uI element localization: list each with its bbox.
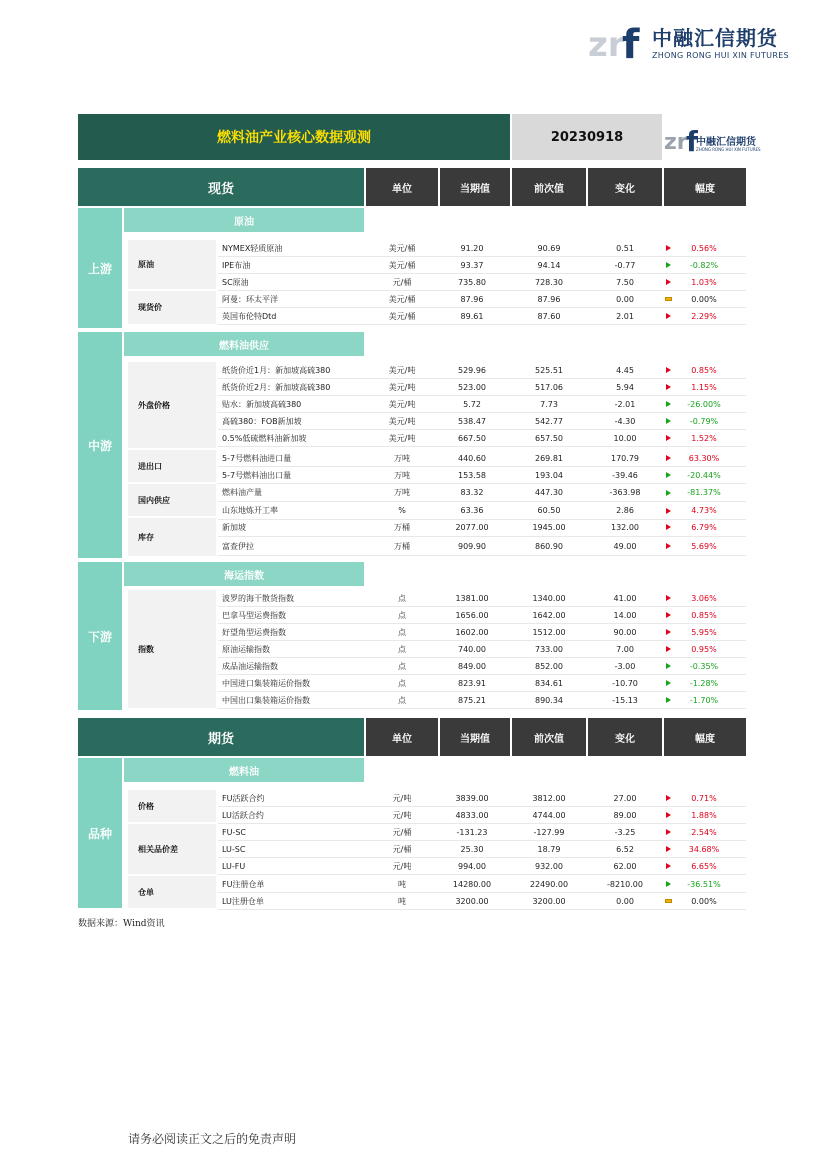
row-name: 纸货价近1月：新加坡高硫380 — [222, 365, 331, 375]
table-row — [218, 807, 746, 824]
row-current-value: 25.30 — [460, 844, 484, 854]
increase-triangle-icon — [662, 841, 674, 857]
row-name: NYMEX轻质原油 — [222, 243, 283, 253]
row-pct-value: 5.95% — [691, 627, 717, 637]
row-pct-value: -1.28% — [689, 678, 719, 688]
svg-text:f: f — [622, 22, 640, 62]
zrf-logo-mark-icon — [588, 22, 646, 62]
futures-section-header: 期货 — [78, 718, 364, 756]
report-title: 燃料油产业核心数据观测 — [78, 114, 510, 160]
row-unit: 万吨 — [394, 488, 410, 497]
row-pct-value: 6.79% — [691, 522, 717, 532]
group-domestic-supply: 国内供应 — [128, 484, 216, 516]
col-unit-header: 单位 — [366, 168, 438, 206]
data-source-note: 数据来源：Wind资讯 — [78, 919, 165, 929]
row-current-value: 1602.00 — [455, 627, 489, 637]
increase-triangle-icon — [662, 518, 674, 536]
group-index: 指数 — [128, 590, 216, 708]
row-unit: 元/桶 — [392, 844, 412, 854]
table-row — [218, 893, 746, 910]
row-pct-value: 0.00% — [691, 896, 717, 906]
increase-triangle-icon — [662, 824, 674, 840]
increase-triangle-icon — [662, 537, 674, 555]
row-unit: 美元/吨 — [388, 433, 416, 443]
row-name: 贴水：新加坡高硫380 — [222, 399, 302, 409]
row-pct-value: 0.56% — [691, 243, 717, 253]
row-previous-value: 542.77 — [535, 416, 563, 426]
row-pct-value: 5.69% — [691, 541, 717, 551]
row-unit: 元/桶 — [392, 277, 412, 287]
midstream-category: 燃料油供应 — [124, 332, 364, 356]
row-pct-value: 1.03% — [691, 277, 717, 287]
table-row — [218, 537, 746, 556]
increase-triangle-icon — [662, 607, 674, 623]
row-name: SC原油 — [222, 277, 249, 287]
decrease-triangle-icon — [662, 876, 674, 892]
row-pct-value: 0.95% — [691, 644, 717, 654]
row-name: 新加坡 — [222, 522, 246, 532]
variety-label: 品种 — [78, 758, 122, 908]
group-warehouse-receipt: 仓单 — [128, 876, 216, 908]
group-related-spread: 相关品价差 — [128, 824, 216, 874]
col-current-header: 当期值 — [440, 168, 510, 206]
row-change-value: -10.70 — [612, 678, 638, 688]
row-previous-value: 525.51 — [535, 365, 563, 375]
row-name: FU-SC — [222, 827, 247, 837]
row-unit: 点 — [398, 627, 406, 637]
row-pct-value: -0.35% — [689, 661, 719, 671]
row-change-value: -15.13 — [612, 695, 638, 705]
row-pct-value: 2.54% — [691, 827, 717, 837]
table-row — [218, 658, 746, 675]
row-name: 阿曼：环太平洋 — [222, 294, 278, 304]
row-change-value: 7.50 — [616, 277, 634, 287]
row-name: 5-7号燃料油出口量 — [222, 470, 292, 480]
row-previous-value: 447.30 — [535, 488, 563, 497]
increase-triangle-icon — [662, 308, 674, 324]
table-row — [218, 790, 746, 807]
group-inventory: 库存 — [128, 518, 216, 556]
decrease-triangle-icon — [662, 467, 674, 483]
row-unit: % — [398, 506, 406, 515]
table-row — [218, 484, 746, 502]
row-pct-value: 0.71% — [691, 793, 717, 803]
futures-col-unit-header: 单位 — [366, 718, 438, 756]
decrease-triangle-icon — [662, 675, 674, 691]
svg-text:f: f — [686, 125, 698, 154]
table-row — [218, 396, 746, 413]
row-previous-value: 18.79 — [537, 844, 561, 854]
row-name: FU注册仓单 — [222, 879, 265, 889]
table-row — [218, 240, 746, 257]
row-unit: 点 — [398, 610, 406, 620]
row-name: 5-7号燃料油进口量 — [222, 453, 292, 463]
row-previous-value: 60.50 — [537, 506, 561, 515]
row-previous-value: 7.73 — [540, 399, 558, 409]
row-name: 中国出口集装箱运价指数 — [222, 695, 310, 705]
col-previous-header: 前次值 — [512, 168, 586, 206]
row-current-value: 83.32 — [460, 488, 484, 497]
row-pct-value: 0.85% — [691, 610, 717, 620]
row-previous-value: 834.61 — [535, 678, 563, 688]
table-row — [218, 308, 746, 325]
row-change-value: 62.00 — [613, 861, 637, 871]
row-pct-value: 0.85% — [691, 365, 717, 375]
row-previous-value: 1945.00 — [532, 522, 566, 532]
row-change-value: 132.00 — [611, 522, 639, 532]
increase-triangle-icon — [662, 379, 674, 395]
row-name: 英国布伦特Dtd — [222, 311, 277, 321]
row-current-value: 153.58 — [458, 470, 486, 480]
svg-text:zr: zr — [588, 25, 625, 62]
row-unit: 美元/桶 — [388, 294, 416, 304]
table-row — [218, 824, 746, 841]
row-name: LU-SC — [222, 844, 246, 854]
row-previous-value: 932.00 — [535, 861, 563, 871]
row-change-value: 2.01 — [616, 311, 634, 321]
row-name: 好望角型运费指数 — [222, 627, 286, 637]
row-name: 巴拿马型运费指数 — [222, 610, 286, 620]
row-name: 山东地炼开工率 — [222, 506, 278, 515]
increase-triangle-icon — [662, 807, 674, 823]
row-pct-value: 1.52% — [691, 433, 717, 443]
row-current-value: 3200.00 — [455, 896, 489, 906]
row-previous-value: 1340.00 — [532, 593, 566, 603]
row-previous-value: 94.14 — [537, 260, 561, 270]
row-current-value: 5.72 — [463, 399, 481, 409]
increase-triangle-icon — [662, 450, 674, 466]
company-logo — [588, 20, 788, 64]
row-change-value: 170.79 — [611, 453, 639, 463]
row-previous-value: 657.50 — [535, 433, 563, 443]
table-row — [218, 467, 746, 484]
row-name: LU活跃合约 — [222, 810, 264, 820]
zrf-mini-logo-icon — [664, 124, 698, 154]
row-unit: 点 — [398, 661, 406, 671]
row-current-value: 4833.00 — [455, 810, 489, 820]
table-row — [218, 291, 746, 308]
row-pct-value: 1.88% — [691, 810, 717, 820]
row-pct-value: -36.51% — [687, 879, 721, 889]
row-unit: 美元/桶 — [388, 311, 416, 321]
row-change-value: -8210.00 — [607, 879, 643, 889]
row-unit: 点 — [398, 644, 406, 654]
row-name: 原油运输指数 — [222, 644, 270, 654]
row-previous-value: 22490.00 — [529, 879, 569, 889]
row-previous-value: 890.34 — [535, 695, 563, 705]
row-unit: 元/吨 — [392, 793, 412, 803]
increase-triangle-icon — [662, 858, 674, 874]
increase-triangle-icon — [662, 362, 674, 378]
row-name: 高硫380：FOB新加坡 — [222, 416, 302, 426]
upstream-label: 上游 — [78, 208, 122, 328]
futures-col-change-header: 变化 — [588, 718, 662, 756]
row-name: LU注册仓单 — [222, 896, 264, 906]
row-unit: 吨 — [398, 879, 406, 889]
row-name: 成品油运输指数 — [222, 661, 278, 671]
row-change-value: 10.00 — [613, 433, 637, 443]
mini-company-logo — [664, 124, 761, 154]
row-change-value: 89.00 — [613, 810, 637, 820]
row-change-value: -39.46 — [612, 470, 638, 480]
group-overseas-price: 外盘价格 — [128, 362, 216, 448]
downstream-category: 海运指数 — [124, 562, 364, 586]
table-row — [218, 607, 746, 624]
row-current-value: -131.23 — [456, 827, 488, 837]
row-unit: 元/吨 — [392, 810, 412, 820]
variety-category: 燃料油 — [124, 758, 364, 782]
table-row — [218, 876, 746, 893]
row-change-value: 5.94 — [616, 382, 634, 392]
table-row — [218, 675, 746, 692]
row-name: 波罗的海干散货指数 — [222, 593, 294, 603]
table-row — [218, 624, 746, 641]
row-change-value: -3.00 — [614, 661, 636, 671]
row-unit: 点 — [398, 593, 406, 603]
row-unit: 美元/吨 — [388, 365, 416, 375]
table-row — [218, 362, 746, 379]
row-unit: 美元/吨 — [388, 416, 416, 426]
decrease-triangle-icon — [662, 413, 674, 429]
row-current-value: 735.80 — [458, 277, 486, 287]
row-previous-value: 860.90 — [535, 541, 563, 551]
row-unit: 点 — [398, 695, 406, 705]
futures-col-current-header: 当期值 — [440, 718, 510, 756]
row-current-value: 91.20 — [460, 243, 484, 253]
increase-triangle-icon — [662, 274, 674, 290]
row-current-value: 440.60 — [458, 453, 486, 463]
row-name: LU-FU — [222, 861, 246, 871]
upstream-category: 原油 — [124, 208, 364, 232]
row-pct-value: 3.06% — [691, 593, 717, 603]
row-unit: 点 — [398, 678, 406, 688]
row-name: 0.5%低硫燃料油新加坡 — [222, 433, 307, 443]
row-previous-value: -127.99 — [533, 827, 565, 837]
row-current-value: 1656.00 — [455, 610, 489, 620]
row-current-value: 2077.00 — [455, 522, 489, 532]
row-change-value: 14.00 — [613, 610, 637, 620]
increase-triangle-icon — [662, 641, 674, 657]
increase-triangle-icon — [662, 624, 674, 640]
row-pct-value: 63.30% — [688, 453, 720, 463]
row-change-value: 2.86 — [616, 506, 634, 515]
table-row — [218, 430, 746, 447]
row-current-value: 1381.00 — [455, 593, 489, 603]
group-futures-price: 价格 — [128, 790, 216, 822]
row-current-value: 63.36 — [460, 506, 484, 515]
row-pct-value: 2.29% — [691, 311, 717, 321]
row-previous-value: 852.00 — [535, 661, 563, 671]
row-unit: 美元/桶 — [388, 260, 416, 270]
row-previous-value: 3812.00 — [532, 793, 566, 803]
row-name: FU活跃合约 — [222, 793, 265, 803]
row-pct-value: 34.68% — [688, 844, 720, 854]
row-current-value: 823.91 — [458, 678, 486, 688]
row-current-value: 849.00 — [458, 661, 486, 671]
group-spot-price: 现货价 — [128, 291, 216, 324]
row-previous-value: 87.96 — [537, 294, 561, 304]
row-previous-value: 269.81 — [535, 453, 563, 463]
futures-col-previous-header: 前次值 — [512, 718, 586, 756]
table-row — [218, 379, 746, 396]
row-pct-value: -0.82% — [689, 260, 719, 270]
row-previous-value: 87.60 — [537, 311, 561, 321]
row-change-value: 90.00 — [613, 627, 637, 637]
downstream-label: 下游 — [78, 562, 122, 710]
flat-bar-icon — [662, 291, 674, 307]
group-crude: 原油 — [128, 240, 216, 289]
col-change-header: 变化 — [588, 168, 662, 206]
decrease-triangle-icon — [662, 658, 674, 674]
row-pct-value: -26.00% — [687, 399, 721, 409]
row-current-value: 14280.00 — [452, 879, 492, 889]
svg-text:zr: zr — [664, 130, 688, 154]
increase-triangle-icon — [662, 430, 674, 446]
table-row — [218, 841, 746, 858]
row-name: 纸货价近2月：新加坡高硫380 — [222, 382, 331, 392]
row-unit: 万吨 — [394, 470, 410, 480]
row-current-value: 3839.00 — [455, 793, 489, 803]
row-previous-value: 517.06 — [535, 382, 563, 392]
row-change-value: 49.00 — [613, 541, 637, 551]
row-unit: 万吨 — [394, 453, 410, 463]
row-previous-value: 90.69 — [537, 243, 561, 253]
row-pct-value: -0.79% — [689, 416, 719, 426]
row-current-value: 523.00 — [458, 382, 486, 392]
row-pct-value: -1.70% — [689, 695, 719, 705]
row-previous-value: 3200.00 — [532, 896, 566, 906]
row-unit: 美元/吨 — [388, 399, 416, 409]
table-row — [218, 450, 746, 467]
row-current-value: 89.61 — [460, 311, 484, 321]
row-current-value: 994.00 — [458, 861, 486, 871]
row-unit: 美元/桶 — [388, 243, 416, 253]
row-change-value: 4.45 — [616, 365, 634, 375]
report-date: 20230918 — [512, 114, 662, 160]
row-change-value: 0.00 — [616, 294, 634, 304]
increase-triangle-icon — [662, 790, 674, 806]
row-name: 中国进口集装箱运价指数 — [222, 678, 310, 688]
table-row — [218, 413, 746, 430]
logo-chinese-name: 中融汇信期货 — [652, 26, 778, 50]
table-row — [218, 257, 746, 274]
row-unit: 元/桶 — [392, 827, 412, 837]
row-current-value: 529.96 — [458, 365, 486, 375]
row-unit: 美元/吨 — [388, 382, 416, 392]
row-current-value: 538.47 — [458, 416, 486, 426]
disclaimer-footer: 请务必阅读正文之后的免责声明 — [128, 1132, 297, 1146]
spot-section-header: 现货 — [78, 168, 364, 206]
row-change-value: -363.98 — [609, 488, 641, 497]
row-pct-value: -81.37% — [687, 488, 721, 497]
row-change-value: 0.00 — [616, 896, 634, 906]
row-previous-value: 193.04 — [535, 470, 563, 480]
table-row — [218, 692, 746, 709]
row-change-value: 41.00 — [613, 593, 637, 603]
row-change-value: 6.52 — [616, 844, 634, 854]
table-row — [218, 590, 746, 607]
decrease-triangle-icon — [662, 484, 674, 501]
row-change-value: -0.77 — [614, 260, 636, 270]
mini-logo-chinese: 中融汇信期货 — [696, 137, 756, 148]
decrease-triangle-icon — [662, 257, 674, 273]
col-pct-header: 幅度 — [664, 168, 746, 206]
increase-triangle-icon — [662, 590, 674, 606]
row-current-value: 667.50 — [458, 433, 486, 443]
row-current-value: 875.21 — [458, 695, 486, 705]
flat-bar-icon — [662, 893, 674, 909]
row-previous-value: 4744.00 — [532, 810, 566, 820]
group-import-export: 进出口 — [128, 450, 216, 482]
row-previous-value: 728.30 — [535, 277, 563, 287]
row-pct-value: -20.44% — [687, 470, 721, 480]
decrease-triangle-icon — [662, 396, 674, 412]
logo-english-name: ZHONG RONG HUI XIN FUTURES — [652, 51, 789, 60]
table-row — [218, 274, 746, 291]
row-current-value: 740.00 — [458, 644, 486, 654]
table-row — [218, 518, 746, 537]
row-change-value: -2.01 — [614, 399, 636, 409]
row-previous-value: 1512.00 — [532, 627, 566, 637]
row-previous-value: 733.00 — [535, 644, 563, 654]
increase-triangle-icon — [662, 240, 674, 256]
row-current-value: 93.37 — [460, 260, 484, 270]
row-pct-value: 6.65% — [691, 861, 717, 871]
row-pct-value: 0.00% — [691, 294, 717, 304]
row-change-value: 27.00 — [613, 793, 637, 803]
row-previous-value: 1642.00 — [532, 610, 566, 620]
row-unit: 万桶 — [394, 522, 410, 532]
row-unit: 万桶 — [394, 541, 410, 551]
table-row — [218, 641, 746, 658]
row-pct-value: 4.73% — [691, 506, 717, 515]
row-change-value: 7.00 — [616, 644, 634, 654]
row-change-value: 0.51 — [616, 243, 634, 253]
futures-col-pct-header: 幅度 — [664, 718, 746, 756]
row-pct-value: 1.15% — [691, 382, 717, 392]
row-current-value: 87.96 — [460, 294, 484, 304]
increase-triangle-icon — [662, 502, 674, 519]
midstream-label: 中游 — [78, 332, 122, 558]
mini-logo-english: ZHONG RONG HUI XIN FUTURES — [696, 147, 761, 152]
row-change-value: -4.30 — [614, 416, 636, 426]
row-unit: 吨 — [398, 896, 406, 906]
row-name: IPE布油 — [222, 260, 251, 270]
row-name: 富查伊拉 — [222, 541, 254, 551]
row-change-value: -3.25 — [614, 827, 636, 837]
row-unit: 元/吨 — [392, 861, 412, 871]
row-current-value: 909.90 — [458, 541, 486, 551]
row-name: 燃料油产量 — [222, 488, 262, 497]
table-row — [218, 858, 746, 875]
decrease-triangle-icon — [662, 692, 674, 708]
